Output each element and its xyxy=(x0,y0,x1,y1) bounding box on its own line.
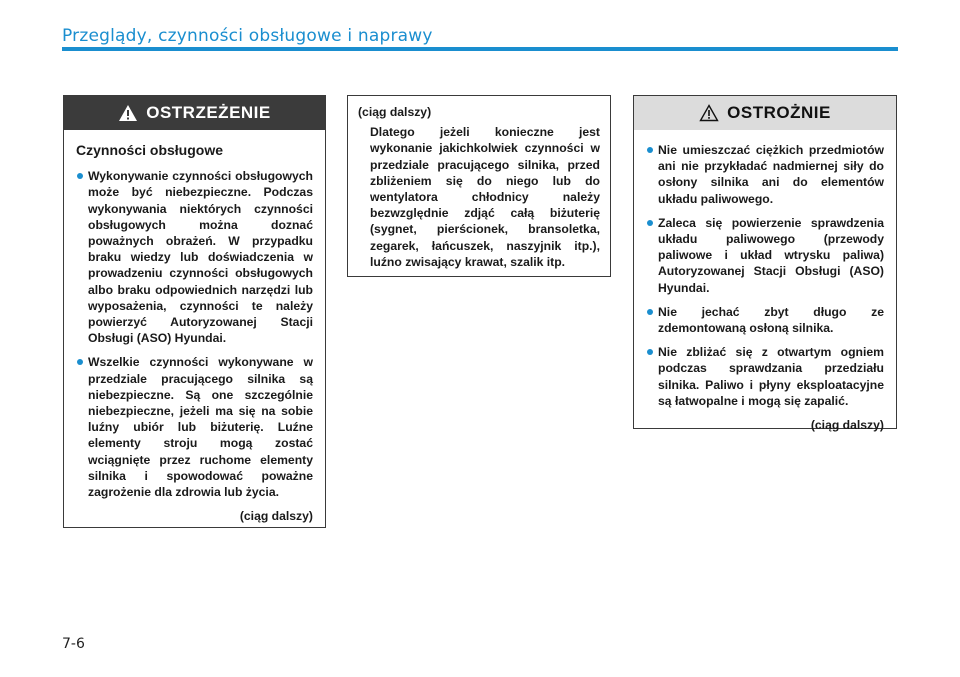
continuation-paragraph: Dlatego jeżeli konieczne jest wykonanie jakichkolwiek czynności w przedziale pracującego silnika, przed zbliżeniem się do niego lub do wentylatora chłodnicy należy bezwzględnie zdjąć całą biżuterię (sygnet, pierścionek, bransoletka, zegarek, łańcuszek, naszyjnik itp.), luźno zwisający krawat, szalik itp. xyxy=(370,125,600,269)
warning-triangle-icon xyxy=(118,104,138,122)
continued-label: (ciąg dalszy) xyxy=(358,105,432,119)
list-item: Nie jechać zbyt długo ze zdemontowaną osłoną silnika. xyxy=(646,304,884,336)
caution-triangle-icon xyxy=(699,104,719,122)
warning-box xyxy=(63,95,326,528)
list-item: Wszelkie czynności wykonywane w przedziale pracującego silnika są niebezpieczne. Są one szczególnie niebezpieczne, jeżeli ma się na sobie luźny ubiór lub biżuterię. Luźne elementy stroju mogą zostać wciągnięte przez ruchome elementy silnika i spowodować poważne zagrożenie dla zdrowia lub życia. xyxy=(76,354,313,500)
list-item: Zaleca się powierzenie sprawdzenia układu paliwowego (przewody paliwowe i układ wtrysku paliwa) Autoryzowanej Stacji Obsługi (ASO) Hyundai. xyxy=(646,215,884,296)
section-header-title: Przeglądy, czynności obsługowe i naprawy xyxy=(62,26,433,46)
warning-subtitle: Czynności obsługowe xyxy=(76,142,224,158)
caution-box-header xyxy=(634,96,896,130)
caution-list xyxy=(646,142,884,409)
warning-list xyxy=(76,168,313,500)
caution-box xyxy=(633,95,897,433)
section-header-rule xyxy=(62,47,898,51)
continuation-box xyxy=(347,95,611,277)
list-item: Nie zbliżać się z otwartym ogniem podczas sprawdzania przedziału silnika. Paliwo i płyny eksploatacyjne są łatwopalne i mogą się zapalić. xyxy=(646,344,884,409)
continued-label: (ciąg dalszy) xyxy=(810,418,884,433)
page-number: 7-6 xyxy=(62,636,85,652)
list-item: Wykonywanie czynności obsługowych może być niebezpieczne. Podczas wykonywania niektórych czynności obsługowych można doznać poważnych obrażeń. W przypadku braku wiedzy lub doświadczenia w prowadzeniu czynności obsługowych albo braku odpowiednich narzędzi lub wyposażenia, czynności te należy powierzyć Autoryzowanej Stacji Obsługi (ASO) Hyundai. xyxy=(76,168,313,346)
list-item: Nie umieszczać ciężkich przedmiotów ani nie przykładać nadmiernej siły do osłony silnika ani do elementów układu paliwowego. xyxy=(646,142,884,207)
caution-heading: OSTROŻNIE xyxy=(727,103,831,122)
warning-heading: OSTRZEŻENIE xyxy=(146,103,271,122)
continued-label: (ciąg dalszy) xyxy=(239,509,313,524)
warning-box-header xyxy=(64,96,325,130)
